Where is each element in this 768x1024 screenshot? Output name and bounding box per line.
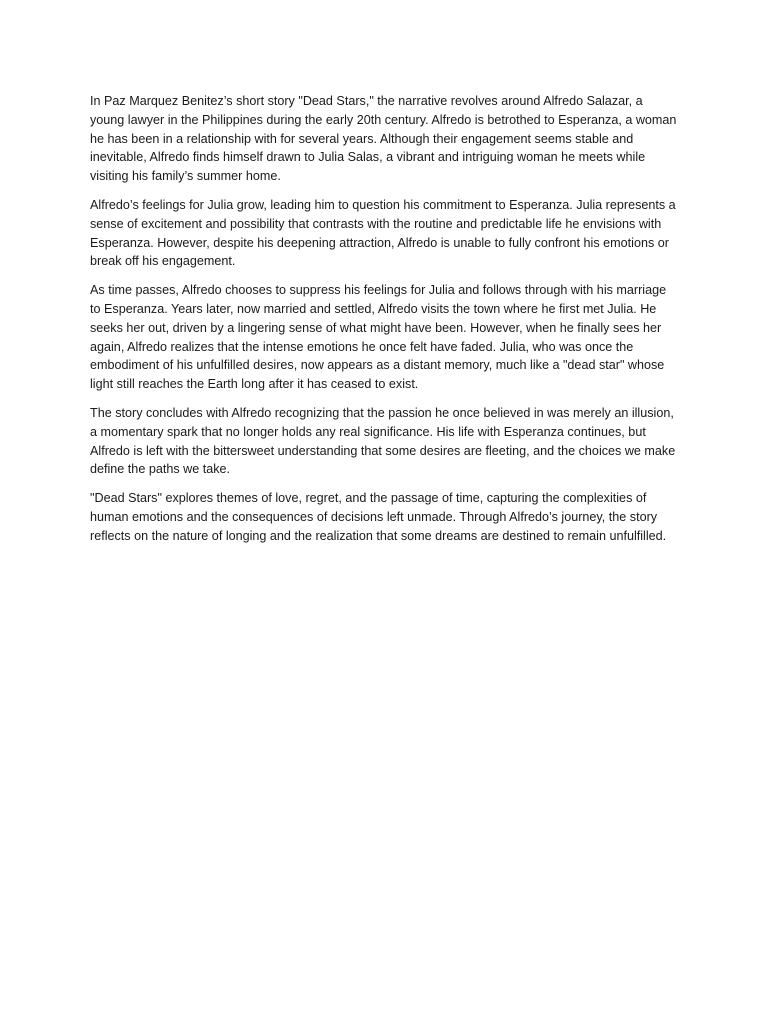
paragraph-1: In Paz Marquez Benitez’s short story "Dead Stars," the narrative revolves around Alfredo Salazar, a young lawyer in the Philippines during the early 20th century. Alfredo is betrothed to Esperanza, a woman he has been in a relationship with for several years. Although their engagement seems stable and inevitable, Alfredo finds himself drawn to Julia Salas, a vibrant and intriguing woman he meets while visiting his family’s summer home. — [90, 94, 677, 184]
paragraph-5: "Dead Stars" explores themes of love, regret, and the passage of time, capturing the complexities of human emotions and the consequences of decisions left unmade. Through Alfredo’s journey, the story reflects on the nature of longing and the realization that some dreams are destined to remain unfulfilled. — [90, 491, 667, 543]
paragraph-4: The story concludes with Alfredo recognizing that the passion he once believed in was merely an illusion, a momentary spark that no longer holds any real significance. His life with Esperanza continues, but Alfredo is left with the bittersweet understanding that some desires are fleeting, and the choices we make define the paths we take. — [90, 405, 676, 477]
document-body — [90, 92, 680, 556]
paragraph-2: Alfredo’s feelings for Julia grow, leading him to question his commitment to Esperanza. Julia represents a sense of excitement and possibility that contrasts with the routine and predictable life he envisions with Esperanza. However, despite his deepening attraction, Alfredo is unable to fully confront his emotions or break off his engagement. — [90, 197, 676, 269]
paragraph-3: As time passes, Alfredo chooses to suppress his feelings for Julia and follows through with his marriage to Esperanza. Years later, now married and settled, Alfredo visits the town where he first met Julia. He seeks her out, driven by a lingering sense of what might have been. However, when he finally sees her again, Alfredo realizes that the intense emotions he once felt have faded. Julia, who was once the embodiment of his unfulfilled desires, now appears as a distant memory, much like a "dead star" whose light still reaches the Earth long after it has ceased to exist. — [90, 283, 667, 392]
